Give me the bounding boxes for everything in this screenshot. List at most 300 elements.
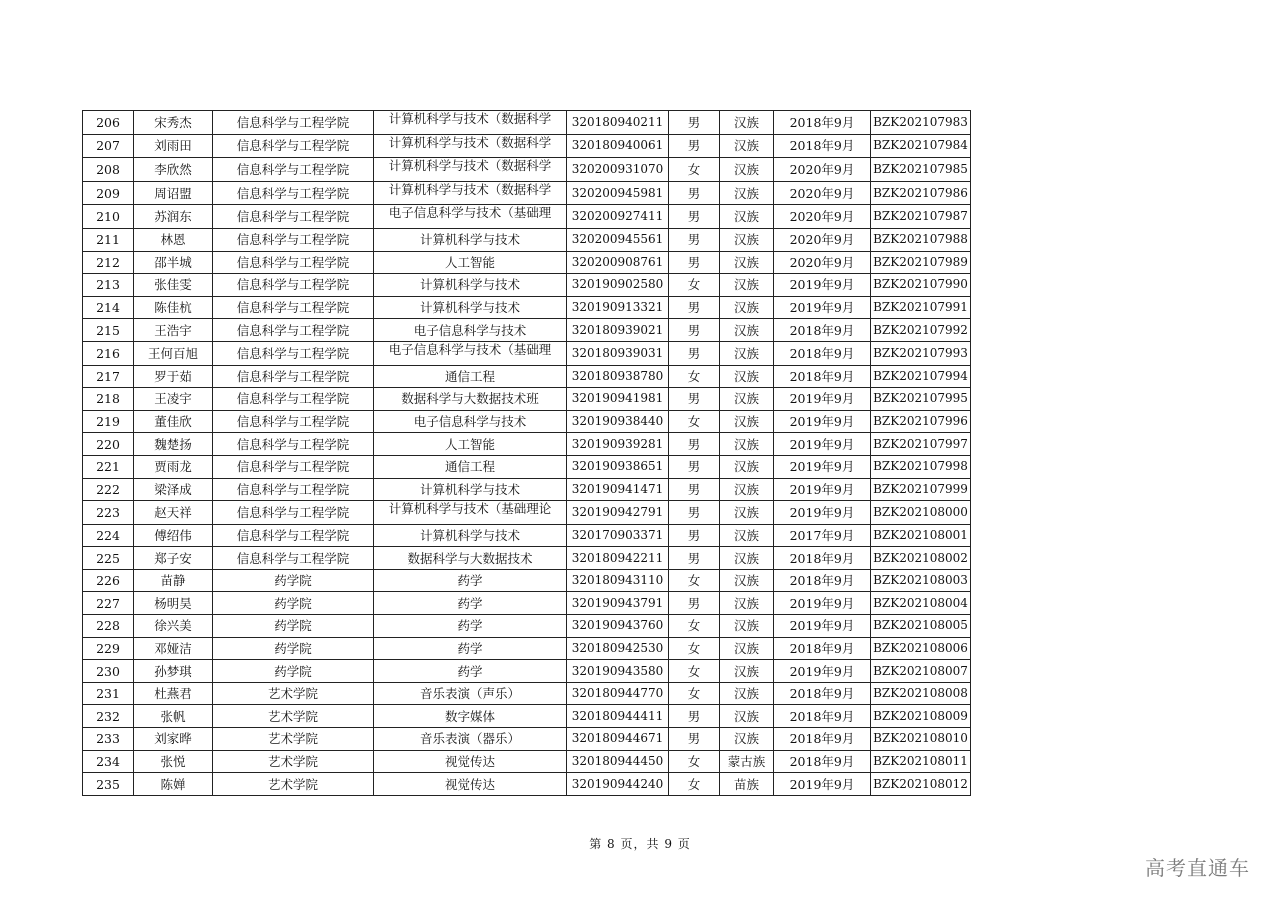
enrollment-date-cell: 2018年9月 <box>774 134 871 158</box>
row-number-cell: 219 <box>83 410 134 433</box>
table-row <box>83 501 971 525</box>
row-number-cell: 224 <box>83 524 134 547</box>
ethnicity-cell: 汉族 <box>720 341 774 365</box>
row-number-cell: 226 <box>83 569 134 592</box>
student-id-cell: 320190943760 <box>567 615 669 638</box>
student-id-cell: 320200931070 <box>567 158 669 182</box>
student-id-cell: 320180939031 <box>567 341 669 365</box>
college-cell: 艺术学院 <box>213 750 374 773</box>
certificate-number-cell: BZK202108007 <box>871 660 971 683</box>
college-cell: 药学院 <box>213 637 374 660</box>
row-number-cell: 218 <box>83 388 134 411</box>
college-cell: 信息科学与工程学院 <box>213 296 374 319</box>
enrollment-date-cell: 2019年9月 <box>774 296 871 319</box>
major-cell: 通信工程 <box>374 365 567 388</box>
row-number-cell: 207 <box>83 134 134 158</box>
enrollment-date-cell: 2019年9月 <box>774 433 871 456</box>
college-cell: 艺术学院 <box>213 773 374 796</box>
college-cell: 信息科学与工程学院 <box>213 158 374 182</box>
enrollment-date-cell: 2018年9月 <box>774 547 871 570</box>
row-number-cell: 231 <box>83 682 134 705</box>
enrollment-date-cell: 2020年9月 <box>774 251 871 274</box>
gender-cell: 男 <box>669 592 720 615</box>
student-name-cell: 刘雨田 <box>134 134 213 158</box>
student-id-cell: 320180938780 <box>567 365 669 388</box>
ethnicity-cell: 汉族 <box>720 637 774 660</box>
gender-cell: 男 <box>669 728 720 751</box>
major-cell: 计算机科学与技术（数据科学 <box>374 134 567 158</box>
student-name-cell: 傅绍伟 <box>134 524 213 547</box>
gender-cell: 男 <box>669 181 720 205</box>
student-name-cell: 刘家晔 <box>134 728 213 751</box>
enrollment-date-cell: 2018年9月 <box>774 569 871 592</box>
table-row <box>83 111 971 135</box>
student-id-cell: 320200908761 <box>567 251 669 274</box>
row-number-cell: 217 <box>83 365 134 388</box>
major-cell: 计算机科学与技术 <box>374 274 567 297</box>
row-number-cell: 228 <box>83 615 134 638</box>
major-cell: 数据科学与大数据技术班 <box>374 388 567 411</box>
table-row <box>83 319 971 342</box>
ethnicity-cell: 汉族 <box>720 365 774 388</box>
college-cell: 信息科学与工程学院 <box>213 455 374 478</box>
major-cell: 通信工程 <box>374 455 567 478</box>
gender-cell: 男 <box>669 524 720 547</box>
ethnicity-cell: 苗族 <box>720 773 774 796</box>
gender-cell: 女 <box>669 615 720 638</box>
table-row <box>83 547 971 570</box>
student-id-cell: 320180942211 <box>567 547 669 570</box>
student-name-cell: 赵天祥 <box>134 501 213 525</box>
enrollment-date-cell: 2019年9月 <box>774 592 871 615</box>
gender-cell: 女 <box>669 773 720 796</box>
student-id-cell: 320200927411 <box>567 205 669 229</box>
table-row <box>83 728 971 751</box>
student-name-cell: 张帆 <box>134 705 213 728</box>
table-row <box>83 750 971 773</box>
ethnicity-cell: 汉族 <box>720 728 774 751</box>
certificate-number-cell: BZK202107986 <box>871 181 971 205</box>
student-name-cell: 罗于茹 <box>134 365 213 388</box>
row-number-cell: 229 <box>83 637 134 660</box>
ethnicity-cell: 汉族 <box>720 682 774 705</box>
ethnicity-cell: 汉族 <box>720 547 774 570</box>
major-cell: 数字媒体 <box>374 705 567 728</box>
row-number-cell: 221 <box>83 455 134 478</box>
table-row <box>83 296 971 319</box>
table-row <box>83 134 971 158</box>
student-name-cell: 苏润东 <box>134 205 213 229</box>
student-id-cell: 320190913321 <box>567 296 669 319</box>
student-name-cell: 魏楚扬 <box>134 433 213 456</box>
student-id-cell: 320190938440 <box>567 410 669 433</box>
student-id-cell: 320190902580 <box>567 274 669 297</box>
row-number-cell: 211 <box>83 228 134 251</box>
enrollment-date-cell: 2020年9月 <box>774 205 871 229</box>
major-cell: 药学 <box>374 615 567 638</box>
gender-cell: 男 <box>669 251 720 274</box>
major-cell: 数据科学与大数据技术 <box>374 547 567 570</box>
student-name-cell: 梁泽成 <box>134 478 213 501</box>
student-name-cell: 董佳欣 <box>134 410 213 433</box>
ethnicity-cell: 汉族 <box>720 228 774 251</box>
table-row <box>83 478 971 501</box>
ethnicity-cell: 汉族 <box>720 319 774 342</box>
certificate-number-cell: BZK202108009 <box>871 705 971 728</box>
enrollment-date-cell: 2019年9月 <box>774 615 871 638</box>
student-id-cell: 320190942791 <box>567 501 669 525</box>
student-name-cell: 王何百旭 <box>134 341 213 365</box>
row-number-cell: 215 <box>83 319 134 342</box>
gender-cell: 男 <box>669 433 720 456</box>
certificate-number-cell: BZK202107988 <box>871 228 971 251</box>
enrollment-date-cell: 2018年9月 <box>774 365 871 388</box>
college-cell: 信息科学与工程学院 <box>213 478 374 501</box>
row-number-cell: 230 <box>83 660 134 683</box>
student-name-cell: 邓娅洁 <box>134 637 213 660</box>
row-number-cell: 216 <box>83 341 134 365</box>
major-cell: 药学 <box>374 660 567 683</box>
certificate-number-cell: BZK202108011 <box>871 750 971 773</box>
student-name-cell: 徐兴美 <box>134 615 213 638</box>
gender-cell: 女 <box>669 660 720 683</box>
row-number-cell: 206 <box>83 111 134 135</box>
certificate-number-cell: BZK202108000 <box>871 501 971 525</box>
college-cell: 信息科学与工程学院 <box>213 251 374 274</box>
student-name-cell: 杜燕君 <box>134 682 213 705</box>
ethnicity-cell: 蒙古族 <box>720 750 774 773</box>
college-cell: 药学院 <box>213 592 374 615</box>
certificate-number-cell: BZK202107990 <box>871 274 971 297</box>
table-row <box>83 181 971 205</box>
major-cell: 电子信息科学与技术 <box>374 319 567 342</box>
row-number-cell: 214 <box>83 296 134 319</box>
gender-cell: 女 <box>669 158 720 182</box>
major-cell: 计算机科学与技术（基础理论 <box>374 501 567 525</box>
table-row <box>83 637 971 660</box>
gender-cell: 男 <box>669 341 720 365</box>
row-number-cell: 222 <box>83 478 134 501</box>
student-roster-table <box>82 110 971 796</box>
major-cell: 药学 <box>374 592 567 615</box>
college-cell: 艺术学院 <box>213 682 374 705</box>
student-name-cell: 李欣然 <box>134 158 213 182</box>
student-name-cell: 王浩宇 <box>134 319 213 342</box>
student-id-cell: 320180939021 <box>567 319 669 342</box>
gender-cell: 男 <box>669 134 720 158</box>
enrollment-date-cell: 2019年9月 <box>774 388 871 411</box>
enrollment-date-cell: 2018年9月 <box>774 750 871 773</box>
certificate-number-cell: BZK202108010 <box>871 728 971 751</box>
enrollment-date-cell: 2018年9月 <box>774 682 871 705</box>
student-id-cell: 320200945561 <box>567 228 669 251</box>
certificate-number-cell: BZK202108012 <box>871 773 971 796</box>
college-cell: 药学院 <box>213 569 374 592</box>
gender-cell: 男 <box>669 296 720 319</box>
certificate-number-cell: BZK202107992 <box>871 319 971 342</box>
student-name-cell: 张悦 <box>134 750 213 773</box>
college-cell: 信息科学与工程学院 <box>213 134 374 158</box>
enrollment-date-cell: 2019年9月 <box>774 478 871 501</box>
student-id-cell: 320190943580 <box>567 660 669 683</box>
gender-cell: 男 <box>669 205 720 229</box>
table-row <box>83 524 971 547</box>
enrollment-date-cell: 2020年9月 <box>774 158 871 182</box>
gender-cell: 男 <box>669 111 720 135</box>
student-id-cell: 320190943791 <box>567 592 669 615</box>
student-id-cell: 320180944671 <box>567 728 669 751</box>
college-cell: 信息科学与工程学院 <box>213 228 374 251</box>
college-cell: 信息科学与工程学院 <box>213 205 374 229</box>
certificate-number-cell: BZK202107991 <box>871 296 971 319</box>
certificate-number-cell: BZK202108002 <box>871 547 971 570</box>
certificate-number-cell: BZK202107993 <box>871 341 971 365</box>
enrollment-date-cell: 2019年9月 <box>774 773 871 796</box>
certificate-number-cell: BZK202107996 <box>871 410 971 433</box>
certificate-number-cell: BZK202107997 <box>871 433 971 456</box>
ethnicity-cell: 汉族 <box>720 134 774 158</box>
ethnicity-cell: 汉族 <box>720 158 774 182</box>
row-number-cell: 209 <box>83 181 134 205</box>
gender-cell: 女 <box>669 365 720 388</box>
major-cell: 电子信息科学与技术（基础理 <box>374 341 567 365</box>
college-cell: 艺术学院 <box>213 705 374 728</box>
major-cell: 药学 <box>374 569 567 592</box>
major-cell: 视觉传达 <box>374 773 567 796</box>
college-cell: 信息科学与工程学院 <box>213 111 374 135</box>
certificate-number-cell: BZK202107989 <box>871 251 971 274</box>
watermark-logo: 高考直通车 <box>1145 856 1250 880</box>
college-cell: 药学院 <box>213 615 374 638</box>
student-id-cell: 320190944240 <box>567 773 669 796</box>
student-id-cell: 320190939281 <box>567 433 669 456</box>
gender-cell: 女 <box>669 637 720 660</box>
major-cell: 视觉传达 <box>374 750 567 773</box>
row-number-cell: 208 <box>83 158 134 182</box>
college-cell: 信息科学与工程学院 <box>213 501 374 525</box>
student-name-cell: 杨明昊 <box>134 592 213 615</box>
enrollment-date-cell: 2019年9月 <box>774 274 871 297</box>
certificate-number-cell: BZK202107994 <box>871 365 971 388</box>
row-number-cell: 235 <box>83 773 134 796</box>
major-cell: 药学 <box>374 637 567 660</box>
row-number-cell: 210 <box>83 205 134 229</box>
ethnicity-cell: 汉族 <box>720 660 774 683</box>
gender-cell: 男 <box>669 228 720 251</box>
certificate-number-cell: BZK202107998 <box>871 455 971 478</box>
certificate-number-cell: BZK202108006 <box>871 637 971 660</box>
row-number-cell: 234 <box>83 750 134 773</box>
ethnicity-cell: 汉族 <box>720 524 774 547</box>
major-cell: 计算机科学与技术（数据科学 <box>374 181 567 205</box>
certificate-number-cell: BZK202107987 <box>871 205 971 229</box>
enrollment-date-cell: 2019年9月 <box>774 455 871 478</box>
ethnicity-cell: 汉族 <box>720 501 774 525</box>
student-id-cell: 320170903371 <box>567 524 669 547</box>
enrollment-date-cell: 2018年9月 <box>774 341 871 365</box>
gender-cell: 女 <box>669 569 720 592</box>
gender-cell: 男 <box>669 547 720 570</box>
row-number-cell: 232 <box>83 705 134 728</box>
student-name-cell: 孙梦琪 <box>134 660 213 683</box>
major-cell: 人工智能 <box>374 433 567 456</box>
ethnicity-cell: 汉族 <box>720 455 774 478</box>
college-cell: 信息科学与工程学院 <box>213 388 374 411</box>
table-row <box>83 682 971 705</box>
major-cell: 计算机科学与技术 <box>374 296 567 319</box>
enrollment-date-cell: 2019年9月 <box>774 660 871 683</box>
student-name-cell: 陈佳杭 <box>134 296 213 319</box>
ethnicity-cell: 汉族 <box>720 251 774 274</box>
table-row <box>83 341 971 365</box>
college-cell: 信息科学与工程学院 <box>213 547 374 570</box>
table-row <box>83 205 971 229</box>
page-number: 第 8 页，共 9 页 <box>589 837 691 851</box>
table-row <box>83 705 971 728</box>
student-name-cell: 贾雨龙 <box>134 455 213 478</box>
ethnicity-cell: 汉族 <box>720 388 774 411</box>
certificate-number-cell: BZK202107984 <box>871 134 971 158</box>
certificate-number-cell: BZK202108005 <box>871 615 971 638</box>
enrollment-date-cell: 2019年9月 <box>774 410 871 433</box>
table-row <box>83 251 971 274</box>
major-cell: 音乐表演（器乐） <box>374 728 567 751</box>
row-number-cell: 220 <box>83 433 134 456</box>
certificate-number-cell: BZK202108008 <box>871 682 971 705</box>
table-row <box>83 455 971 478</box>
ethnicity-cell: 汉族 <box>720 410 774 433</box>
ethnicity-cell: 汉族 <box>720 592 774 615</box>
enrollment-date-cell: 2018年9月 <box>774 637 871 660</box>
certificate-number-cell: BZK202108004 <box>871 592 971 615</box>
student-name-cell: 苗静 <box>134 569 213 592</box>
major-cell: 音乐表演（声乐） <box>374 682 567 705</box>
college-cell: 信息科学与工程学院 <box>213 274 374 297</box>
college-cell: 信息科学与工程学院 <box>213 433 374 456</box>
major-cell: 计算机科学与技术 <box>374 478 567 501</box>
certificate-number-cell: BZK202108001 <box>871 524 971 547</box>
row-number-cell: 233 <box>83 728 134 751</box>
college-cell: 信息科学与工程学院 <box>213 524 374 547</box>
row-number-cell: 213 <box>83 274 134 297</box>
student-name-cell: 陈婵 <box>134 773 213 796</box>
certificate-number-cell: BZK202107999 <box>871 478 971 501</box>
gender-cell: 女 <box>669 682 720 705</box>
ethnicity-cell: 汉族 <box>720 205 774 229</box>
ethnicity-cell: 汉族 <box>720 478 774 501</box>
enrollment-date-cell: 2019年9月 <box>774 501 871 525</box>
student-name-cell: 周诏盟 <box>134 181 213 205</box>
ethnicity-cell: 汉族 <box>720 181 774 205</box>
college-cell: 信息科学与工程学院 <box>213 181 374 205</box>
gender-cell: 女 <box>669 274 720 297</box>
gender-cell: 男 <box>669 705 720 728</box>
table-row <box>83 615 971 638</box>
certificate-number-cell: BZK202107985 <box>871 158 971 182</box>
enrollment-date-cell: 2017年9月 <box>774 524 871 547</box>
ethnicity-cell: 汉族 <box>720 705 774 728</box>
college-cell: 药学院 <box>213 660 374 683</box>
gender-cell: 男 <box>669 478 720 501</box>
college-cell: 信息科学与工程学院 <box>213 365 374 388</box>
roster-body <box>83 111 971 796</box>
student-id-cell: 320180944411 <box>567 705 669 728</box>
major-cell: 人工智能 <box>374 251 567 274</box>
table-row <box>83 773 971 796</box>
row-number-cell: 227 <box>83 592 134 615</box>
ethnicity-cell: 汉族 <box>720 615 774 638</box>
table-row <box>83 410 971 433</box>
table-row <box>83 228 971 251</box>
major-cell: 计算机科学与技术（数据科学 <box>374 111 567 135</box>
student-id-cell: 320180944450 <box>567 750 669 773</box>
enrollment-date-cell: 2018年9月 <box>774 319 871 342</box>
student-name-cell: 宋秀杰 <box>134 111 213 135</box>
enrollment-date-cell: 2020年9月 <box>774 228 871 251</box>
table-row <box>83 158 971 182</box>
major-cell: 计算机科学与技术 <box>374 228 567 251</box>
student-name-cell: 林恩 <box>134 228 213 251</box>
student-id-cell: 320180940061 <box>567 134 669 158</box>
table-row <box>83 592 971 615</box>
major-cell: 计算机科学与技术 <box>374 524 567 547</box>
major-cell: 电子信息科学与技术 <box>374 410 567 433</box>
student-id-cell: 320190941471 <box>567 478 669 501</box>
enrollment-date-cell: 2018年9月 <box>774 111 871 135</box>
college-cell: 信息科学与工程学院 <box>213 341 374 365</box>
certificate-number-cell: BZK202108003 <box>871 569 971 592</box>
student-id-cell: 320200945981 <box>567 181 669 205</box>
ethnicity-cell: 汉族 <box>720 433 774 456</box>
row-number-cell: 212 <box>83 251 134 274</box>
table-row <box>83 365 971 388</box>
ethnicity-cell: 汉族 <box>720 111 774 135</box>
student-id-cell: 320180940211 <box>567 111 669 135</box>
student-id-cell: 320180943110 <box>567 569 669 592</box>
table-row <box>83 274 971 297</box>
gender-cell: 女 <box>669 410 720 433</box>
table-row <box>83 388 971 411</box>
college-cell: 艺术学院 <box>213 728 374 751</box>
student-id-cell: 320190941981 <box>567 388 669 411</box>
enrollment-date-cell: 2018年9月 <box>774 728 871 751</box>
college-cell: 信息科学与工程学院 <box>213 410 374 433</box>
ethnicity-cell: 汉族 <box>720 274 774 297</box>
row-number-cell: 225 <box>83 547 134 570</box>
table-row <box>83 569 971 592</box>
enrollment-date-cell: 2018年9月 <box>774 705 871 728</box>
student-id-cell: 320180944770 <box>567 682 669 705</box>
certificate-number-cell: BZK202107995 <box>871 388 971 411</box>
student-name-cell: 张佳雯 <box>134 274 213 297</box>
enrollment-date-cell: 2020年9月 <box>774 181 871 205</box>
gender-cell: 男 <box>669 455 720 478</box>
gender-cell: 男 <box>669 388 720 411</box>
ethnicity-cell: 汉族 <box>720 569 774 592</box>
student-name-cell: 邵半城 <box>134 251 213 274</box>
student-name-cell: 郑子安 <box>134 547 213 570</box>
student-name-cell: 王凌宇 <box>134 388 213 411</box>
student-id-cell: 320190938651 <box>567 455 669 478</box>
major-cell: 计算机科学与技术（数据科学 <box>374 158 567 182</box>
gender-cell: 男 <box>669 501 720 525</box>
ethnicity-cell: 汉族 <box>720 296 774 319</box>
table-row <box>83 660 971 683</box>
certificate-number-cell: BZK202107983 <box>871 111 971 135</box>
gender-cell: 男 <box>669 319 720 342</box>
major-cell: 电子信息科学与技术（基础理 <box>374 205 567 229</box>
gender-cell: 女 <box>669 750 720 773</box>
